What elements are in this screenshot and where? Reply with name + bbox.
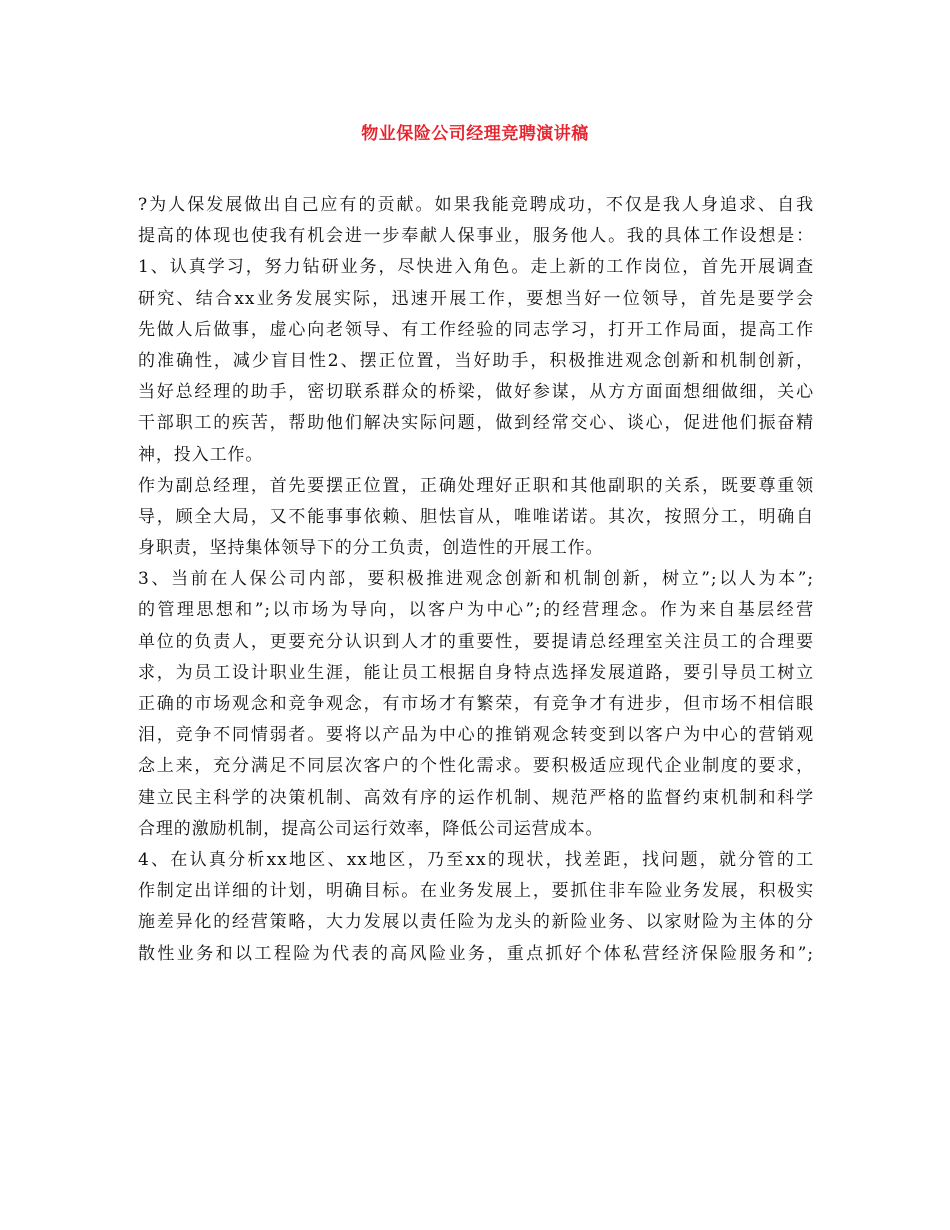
text-line: 正确的市场观念和竞争观念，有市场才有繁荣，有竞争才有进步，但市场不相信眼 bbox=[138, 694, 814, 714]
text-line: 施差异化的经营策略，大力发展以责任险为龙头的新险业务、以家财险为主体的分 bbox=[138, 912, 814, 933]
text-line: 泪，竞争不同情弱者。要将以产品为中心的推销观念转变到以客户为中心的营销观 bbox=[138, 725, 814, 746]
text-line: 神，投入工作。 bbox=[138, 444, 264, 465]
text-line: 4、在认真分析xx地区、xx地区，乃至xx的现状，找差距，找问题，就分管的工 bbox=[138, 849, 814, 870]
text-line: 导，顾全大局，又不能事事依赖、胆怯盲从，唯唯诺诺。其次，按照分工，明确自 bbox=[138, 506, 814, 527]
text-line: 散性业务和以工程险为代表的高风险业务，重点抓好个体私营经济保险服务和”; bbox=[138, 943, 814, 964]
text-line: 建立民主科学的决策机制、高效有序的运作机制、规范严格的监督约束机制和科学 bbox=[138, 787, 814, 808]
text-line: 合理的激励机制，提高公司运行效率，降低公司运营成本。 bbox=[138, 818, 604, 839]
text-line: ?为人保发展做出自己应有的贡献。如果我能竞聘成功，不仅是我人身追求、自我 bbox=[138, 195, 814, 215]
document-title: 物业保险公司经理竞聘演讲稿 bbox=[361, 124, 589, 144]
text-line: 单位的负责人，更要充分认识到人才的重要性，要提请总经理室关注员工的合理要 bbox=[138, 631, 814, 652]
text-line: 干部职工的疾苦，帮助他们解决实际问题，做到经常交心、谈心，促进他们振奋精 bbox=[138, 413, 814, 434]
text-line: 先做人后做事，虚心向老领导、有工作经验的同志学习，打开工作局面，提高工作 bbox=[138, 319, 814, 340]
text-line: 当好总经理的助手，密切联系群众的桥梁，做好参谋，从方方面面想细做细，关心 bbox=[138, 382, 814, 403]
text-line: 念上来，充分满足不同层次客户的个性化需求。要积极适应现代企业制度的要求， bbox=[138, 756, 814, 777]
text-line: 提高的体现也使我有机会进一步奉献人保事业，服务他人。我的具体工作设想是： bbox=[138, 226, 814, 247]
text-line: 作制定出详细的计划，明确目标。在业务发展上，要抓住非车险业务发展，积极实 bbox=[138, 881, 814, 902]
text-line: 3、当前在人保公司内部，要积极推进观念创新和机制创新，树立”;以人为本”; bbox=[138, 569, 814, 590]
text-line: 求，为员工设计职业生涯，能让员工根据自身特点选择发展道路，要引导员工树立 bbox=[138, 662, 814, 683]
text-line: 的管理思想和”;以市场为导向，以客户为中心”;的经营理念。作为来自基层经营 bbox=[138, 600, 814, 621]
text-line: 身职责，坚持集体领导下的分工负责，创造性的开展工作。 bbox=[138, 538, 604, 559]
text-line: 1、认真学习，努力钻研业务，尽快进入角色。走上新的工作岗位，首先开展调查 bbox=[138, 257, 814, 278]
text-line: 的准确性，减少盲目性2、摆正位置，当好助手，积极推进观念创新和机制创新， bbox=[138, 350, 814, 371]
document-body bbox=[138, 190, 814, 970]
text-line: 研究、结合xx业务发展实际，迅速开展工作，要想当好一位领导，首先是要学会 bbox=[138, 288, 814, 309]
text-line: 作为副总经理，首先要摆正位置，正确处理好正职和其他副职的关系，既要尊重领 bbox=[138, 475, 814, 496]
